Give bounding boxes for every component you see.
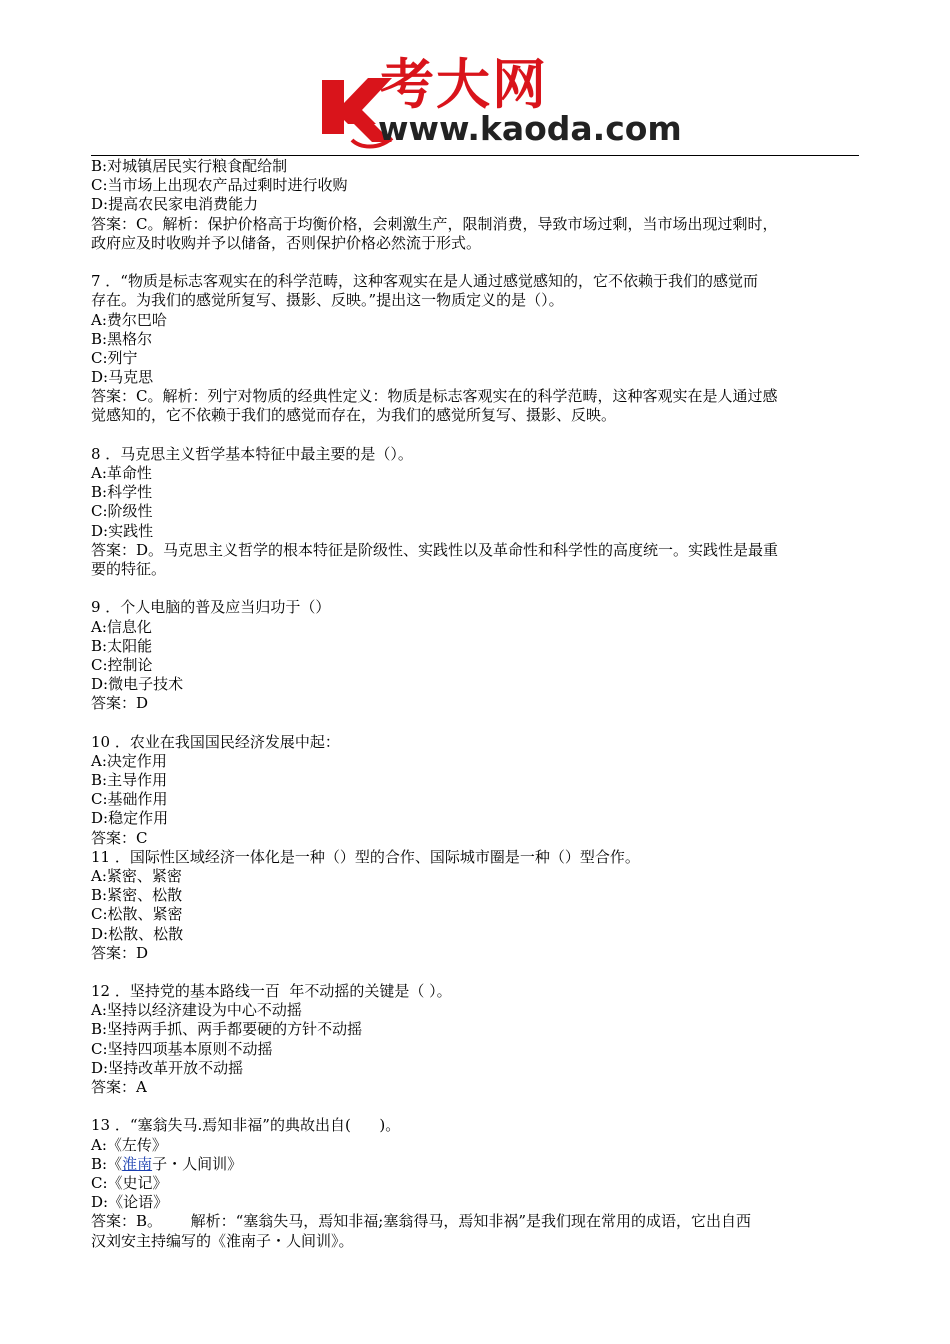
text-line: 13 ．“塞翁失马.焉知非福”的典故出自( )。 — [91, 1116, 401, 1135]
text-line: C:列宁 — [91, 348, 138, 367]
text-line: 政府应及时收购并予以储备，否则保护价格必然流于形式。 — [91, 233, 482, 252]
text-line: D:坚持改革开放不动摇 — [91, 1058, 244, 1077]
text-line: C:阶级性 — [91, 502, 153, 521]
text-line: 10 ．农业在我国国民经济发展中起： — [91, 732, 340, 751]
text-line: 8 ．马克思主义哲学基本特征中最主要的是（）。 — [91, 444, 413, 463]
text-line: D:《论语》 — [91, 1193, 169, 1212]
blank-line — [91, 963, 863, 982]
text-line: B:对城镇居民实行粮食配给制 — [91, 157, 288, 175]
text-line: B:坚持两手抓、两手都要硬的方针不动摇 — [91, 1020, 363, 1039]
text-line: 觉感知的，它不依赖于我们的感觉而存在，为我们的感觉所复写、摄影、反映。 — [91, 406, 617, 425]
text-line: 答案：C。解析：列宁对物质的经典性定义：物质是标志客观实在的科学范畴，这种客观实在是人通过感 — [91, 387, 778, 406]
text-line: A:信息化 — [91, 617, 152, 636]
text-line: A:决定作用 — [91, 751, 167, 770]
text-line: 答案：D。马克思主义哲学的根本特征是阶级性、实践性以及革命性和科学性的高度统一。实践性是最重 — [91, 540, 779, 559]
text-line: B:紧密、松散 — [91, 886, 183, 905]
text-segment: 子・人间训》 — [152, 1154, 243, 1173]
text-line: D:稳定作用 — [91, 809, 169, 828]
text-line: 11 ．国际性区域经济一体化是一种（）型的合作、国际城市圈是一种（）型合作。 — [91, 847, 640, 866]
text-line: 答案：B。 解析：“塞翁失马，焉知非福;塞翁得马，焉知非祸”是我们现在常用的成语，它出自西 — [91, 1212, 752, 1231]
text-line: 答案：D — [91, 943, 149, 962]
text-line: 要的特征。 — [91, 559, 167, 578]
blank-line — [91, 1097, 863, 1116]
text-line: A:费尔巴哈 — [91, 310, 167, 329]
text-line: D:微电子技术 — [91, 675, 184, 694]
text-line: 答案：C — [91, 828, 148, 847]
text-line: A:革命性 — [91, 464, 152, 482]
hyperlink[interactable]: 淮南 — [122, 1154, 153, 1173]
text-line: B:主导作用 — [91, 771, 168, 789]
text-line: 答案：C。解析：保护价格高于均衡价格，会刺激生产，限制消费，导致市场过剩，当市场出现过剩时， — [91, 214, 778, 233]
site-logo[interactable] — [0, 0, 950, 158]
text-line: 存在。为我们的感觉所复写、摄影、反映。”提出这一物质定义的是（）。 — [91, 291, 564, 310]
text-line: C:松散、紧密 — [91, 905, 183, 924]
document-body — [91, 157, 863, 1251]
text-line: D:实践性 — [91, 521, 154, 540]
text-line: 汉刘安主持编写的《淮南子・人间训》。 — [91, 1231, 354, 1250]
text-segment: B:《 — [91, 1154, 123, 1173]
blank-line — [91, 253, 863, 272]
text-line: C:坚持四项基本原则不动摇 — [91, 1039, 273, 1058]
text-line: 12 ．坚持党的基本路线一百 年不动摇的关键是（ ）。 — [91, 982, 452, 1001]
text-line: D:提高农民家电消费能力 — [91, 195, 259, 214]
text-line: D:松散、松散 — [91, 924, 184, 943]
blank-line — [91, 579, 863, 598]
text-line: 7 ．“物质是标志客观实在的科学范畴，这种客观实在是人通过感觉感知的，它不依赖于我们的感觉而 — [91, 272, 758, 291]
text-line: B:太阳能 — [91, 636, 153, 655]
logo-url-text: www.kaoda.com — [378, 109, 682, 148]
blank-line — [91, 426, 863, 445]
text-line: A:《左传》 — [91, 1135, 167, 1154]
text-line: B:黑格尔 — [91, 329, 153, 348]
text-line: C:控制论 — [91, 655, 153, 674]
text-line: C:基础作用 — [91, 790, 168, 809]
logo-chinese-text: 考大网 — [380, 53, 548, 116]
text-line: A:坚持以经济建设为中心不动摇 — [91, 1001, 302, 1020]
text-line: 答案：A — [91, 1078, 147, 1096]
blank-line — [91, 713, 863, 732]
text-line: 答案：D — [91, 694, 149, 713]
text-line: B:科学性 — [91, 483, 153, 502]
text-line: D:马克思 — [91, 368, 154, 387]
text-line: C:《史记》 — [91, 1173, 168, 1192]
text-line: 9 ．个人电脑的普及应当归功于（） — [91, 598, 331, 617]
text-line: A:紧密、紧密 — [91, 866, 182, 885]
text-line: C:当市场上出现农产品过剩时进行收购 — [91, 176, 348, 195]
header-divider — [91, 155, 859, 156]
text-line-with-link — [91, 1155, 863, 1174]
